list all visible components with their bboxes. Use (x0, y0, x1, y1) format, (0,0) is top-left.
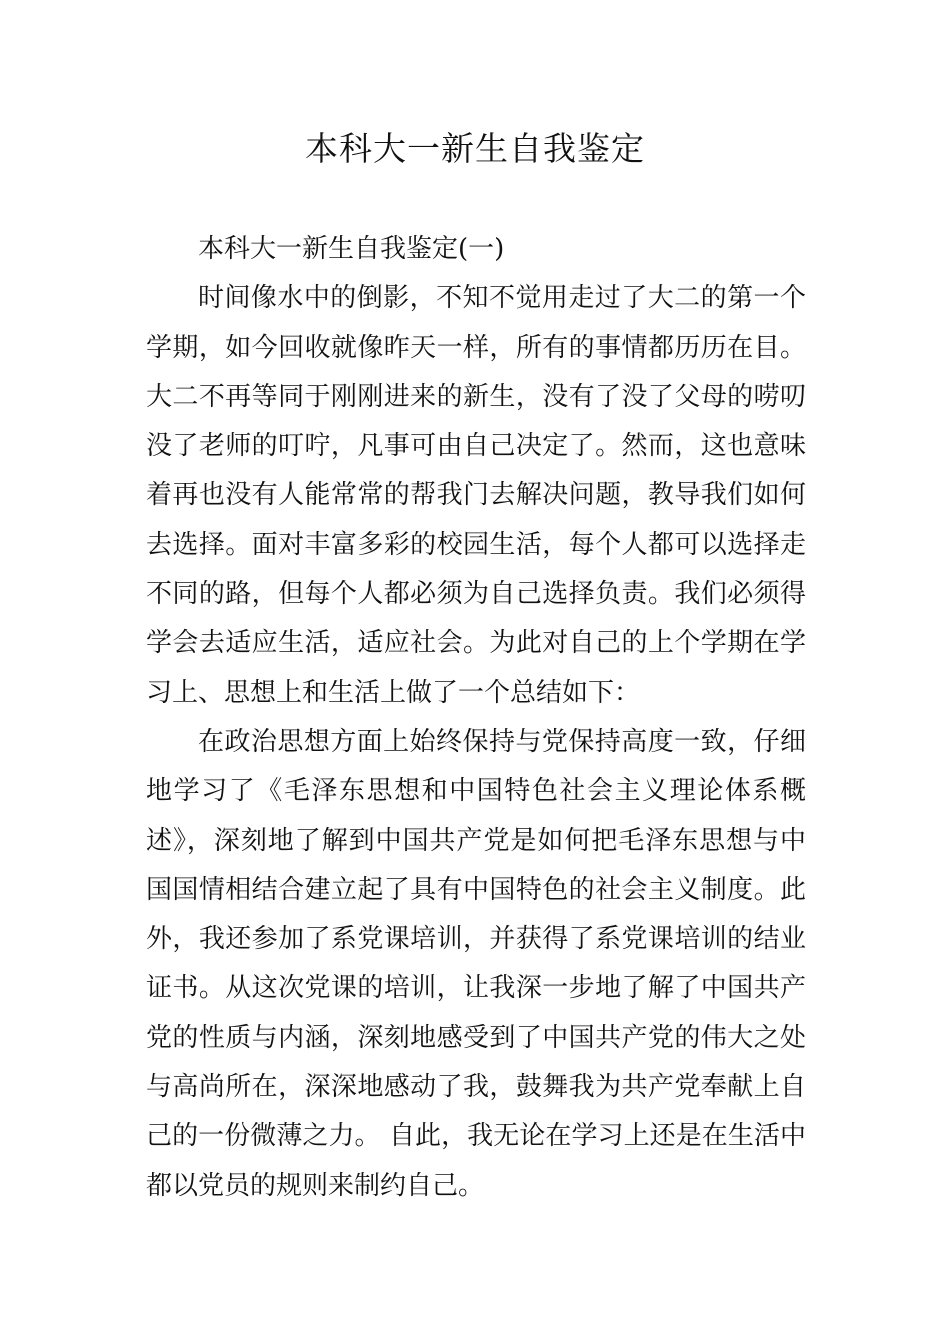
paragraph-2: 在政治思想方面上始终保持与党保持高度一致，仔细地学习了《毛泽东思想和中国特色社会主义理论体系概述》，深刻地了解到中国共产党是如何把毛泽东思想与中国国情相结合建立起了具有中国特色的社会主义制度。此外，我还参加了系党课培训，并获得了系党课培训的结业证书。从这次党课的培训，让我深一步地了解了中国共产党的性质与内涵，深刻地感受到了中国共产党的伟大之处与高尚所在，深深地感动了我，鼓舞我为共产党奉献上自己的一份微薄之力。 自此，我无论在学习上还是在生活中都以党员的规则来制约自己。 (146, 726, 806, 1201)
section-heading: 本科大一新生自我鉴定(一) (198, 234, 505, 264)
paragraph-1: 时间像水中的倒影，不知不觉用走过了大二的第一个学期，如今回收就像昨天一样，所有的事情都历历在目。大二不再等同于刚刚进来的新生，没有了没了父母的唠叨没了老师的叮咛，凡事可由自己决定了。然而，这也意味着再也没有人能常常的帮我门去解决问题，教导我们如何去选择。面对丰富多彩的校园生活，每个人都可以选择走不同的路，但每个人都必须为自己选择负责。我们必须得学会去适应生活，适应社会。为此对自己的上个学期在学习上、思想上和生活上做了一个总结如下： (146, 283, 806, 708)
document-body (146, 225, 806, 1211)
document-title: 本科大一新生自我鉴定 (305, 129, 645, 168)
